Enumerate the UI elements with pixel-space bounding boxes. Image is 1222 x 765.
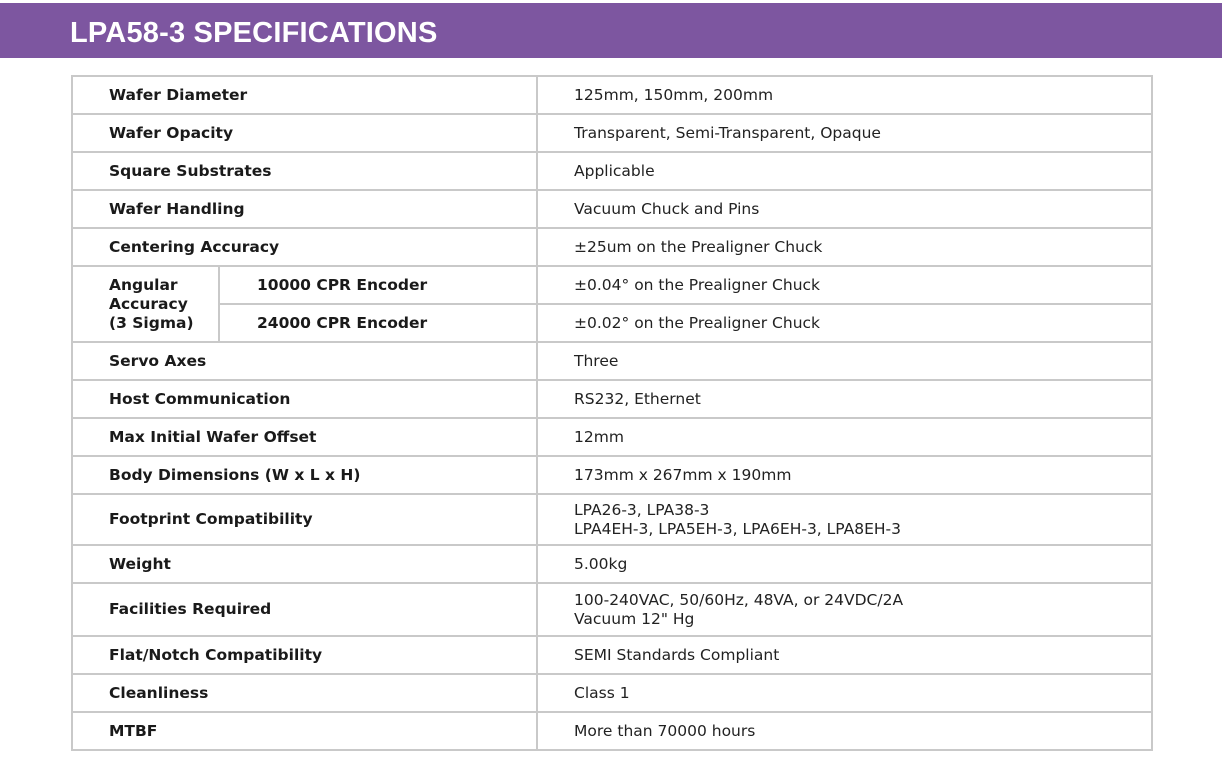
table-row xyxy=(72,342,1152,380)
spec-value: 173mm x 267mm x 190mm xyxy=(537,456,1152,494)
spec-label: Host Communication xyxy=(72,380,537,418)
table-row xyxy=(72,545,1152,583)
spec-value: Three xyxy=(537,342,1152,380)
table-row xyxy=(72,266,1152,304)
spec-label: MTBF xyxy=(72,712,537,750)
header-band xyxy=(0,3,1222,58)
spec-label: Footprint Compatibility xyxy=(72,494,537,545)
spec-value: 5.00kg xyxy=(537,545,1152,583)
spec-value: Vacuum Chuck and Pins xyxy=(537,190,1152,228)
table-row xyxy=(72,636,1152,674)
table-row xyxy=(72,190,1152,228)
table-row xyxy=(72,418,1152,456)
spec-label: Weight xyxy=(72,545,537,583)
spec-label: Body Dimensions (W x L x H) xyxy=(72,456,537,494)
spec-value: 125mm, 150mm, 200mm xyxy=(537,76,1152,114)
angular-accuracy-label: Angular Accuracy (3 Sigma) xyxy=(72,266,219,342)
spec-value: Class 1 xyxy=(537,674,1152,712)
spec-label: Wafer Handling xyxy=(72,190,537,228)
table-row xyxy=(72,494,1152,545)
spec-label: Wafer Diameter xyxy=(72,76,537,114)
spec-value: Transparent, Semi-Transparent, Opaque xyxy=(537,114,1152,152)
spec-sublabel: 24000 CPR Encoder xyxy=(219,304,537,342)
spec-label: Max Initial Wafer Offset xyxy=(72,418,537,456)
spec-label: Facilities Required xyxy=(72,583,537,636)
spec-value: Applicable xyxy=(537,152,1152,190)
spec-label: Flat/Notch Compatibility xyxy=(72,636,537,674)
table-row xyxy=(72,152,1152,190)
spec-label: Servo Axes xyxy=(72,342,537,380)
table-row xyxy=(72,380,1152,418)
spec-value: ±0.02° on the Prealigner Chuck xyxy=(537,304,1152,342)
spec-label: Square Substrates xyxy=(72,152,537,190)
table-row xyxy=(72,712,1152,750)
table-row xyxy=(72,304,1152,342)
table-row xyxy=(72,76,1152,114)
spec-value: RS232, Ethernet xyxy=(537,380,1152,418)
spec-label: Cleanliness xyxy=(72,674,537,712)
spec-value: SEMI Standards Compliant xyxy=(537,636,1152,674)
page-title: LPA58-3 SPECIFICATIONS xyxy=(70,17,438,49)
spec-label: Wafer Opacity xyxy=(72,114,537,152)
spec-label: Centering Accuracy xyxy=(72,228,537,266)
spec-table xyxy=(71,75,1153,751)
table-row xyxy=(72,674,1152,712)
spec-value: 12mm xyxy=(537,418,1152,456)
spec-value: ±25um on the Prealigner Chuck xyxy=(537,228,1152,266)
table-row xyxy=(72,114,1152,152)
table-row xyxy=(72,583,1152,636)
spec-value: LPA26-3, LPA38-3 LPA4EH-3, LPA5EH-3, LPA6EH-3, LPA8EH-3 xyxy=(537,494,1152,545)
spec-value: ±0.04° on the Prealigner Chuck xyxy=(537,266,1152,304)
spec-value: 100-240VAC, 50/60Hz, 48VA, or 24VDC/2A Vacuum 12" Hg xyxy=(537,583,1152,636)
table-row xyxy=(72,456,1152,494)
spec-sublabel: 10000 CPR Encoder xyxy=(219,266,537,304)
spec-value: More than 70000 hours xyxy=(537,712,1152,750)
table-row xyxy=(72,228,1152,266)
